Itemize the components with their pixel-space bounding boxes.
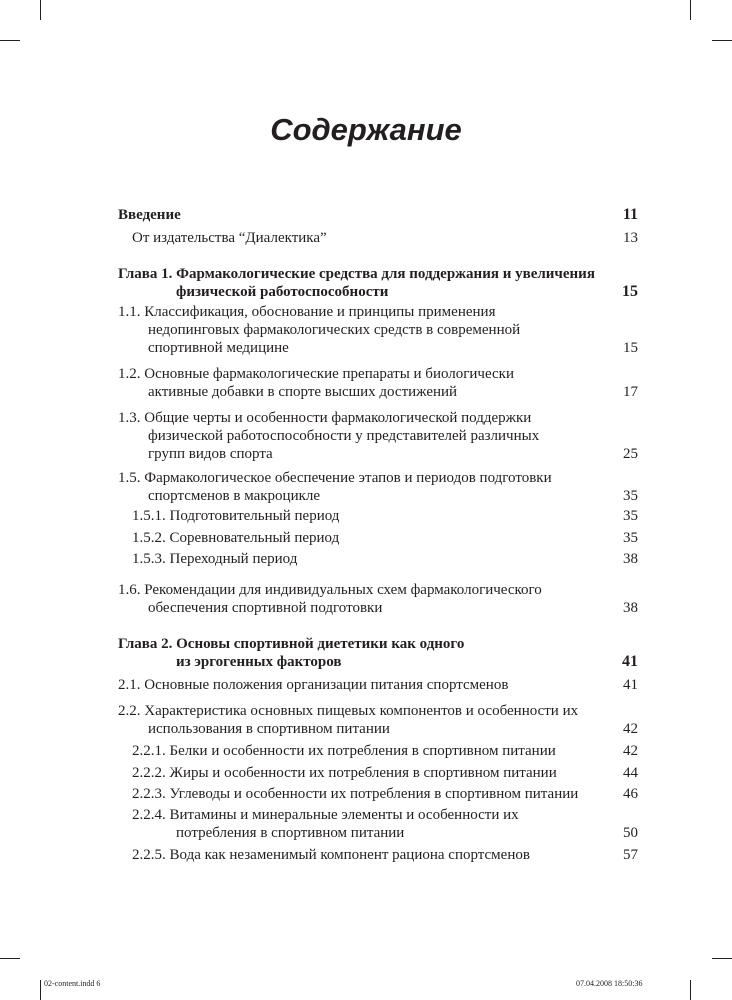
- toc-page-number: 35: [623, 530, 638, 546]
- toc-entry: [118, 702, 638, 738]
- toc-entry-text: 1.3. Общие черты и особенности фармакологической поддержки: [118, 410, 532, 426]
- toc-entry: [118, 229, 638, 247]
- crop-mark-right-top: [712, 40, 732, 41]
- toc-entry: [118, 507, 638, 525]
- toc-entry-text: Глава 1. Фармакологические средства для поддержания и увеличения: [118, 266, 595, 282]
- toc-page-number: 50: [623, 825, 638, 841]
- toc-entry-text: 2.2.4. Витамины и минеральные элементы и особенности их: [132, 807, 519, 823]
- toc-entry-text: 1.5.2. Соревновательный период: [132, 530, 340, 546]
- toc-entry-text: 1.2. Основные фармакологические препараты и биологически: [118, 366, 514, 382]
- toc-entry: [118, 806, 638, 842]
- toc-entry-text: групп видов спорта: [148, 446, 273, 462]
- toc-entry-text: Введение: [118, 207, 181, 223]
- toc-page-number: 15: [623, 340, 638, 356]
- toc-entry-text: использования в спортивном питании: [148, 721, 390, 737]
- toc-entry: [118, 785, 638, 803]
- toc-entry: [118, 409, 638, 463]
- toc-page-number: 41: [622, 653, 638, 670]
- page-title: Содержание: [270, 112, 462, 147]
- toc-entry-text: обеспечения спортивной подготовки: [148, 600, 383, 616]
- toc-entry-text: из эргогенных факторов: [176, 654, 342, 670]
- toc-page-number: 17: [623, 384, 638, 400]
- toc-entry-text: 2.1. Основные положения организации питания спортсменов: [118, 677, 509, 693]
- toc-entry: [118, 742, 638, 760]
- toc-entry-text: 1.6. Рекомендации для индивидуальных схем фармакологического: [118, 582, 542, 598]
- toc-page-number: 11: [622, 206, 638, 223]
- footer-timestamp: 07.04.2008 18:50:36: [576, 979, 643, 988]
- toc-entry-text: Глава 2. Основы спортивной диететики как одного: [118, 636, 465, 652]
- toc-entry: [118, 635, 638, 671]
- toc-entry-text: 2.2.2. Жиры и особенности их потребления в спортивном питании: [132, 765, 557, 781]
- toc-entry-text: 1.1. Классификация, обоснование и принципы применения: [118, 304, 496, 320]
- toc-entry: [118, 303, 638, 357]
- toc-page-number: 15: [622, 283, 638, 300]
- toc-entry-text: 2.2.5. Вода как незаменимый компонент рациона спортсменов: [132, 847, 530, 863]
- toc-page-number: 46: [623, 786, 638, 802]
- crop-mark-right-bottom: [712, 958, 732, 959]
- toc-entry-text: 2.2.3. Углеводы и особенности их потребления в спортивном питании: [132, 786, 579, 802]
- toc-entry: [118, 764, 638, 782]
- toc-entry-text: 2.2.1. Белки и особенности их потребления в спортивном питании: [132, 743, 556, 759]
- toc-entry: [118, 550, 638, 568]
- crop-mark-bottom-left: [40, 980, 41, 1000]
- toc-page-number: 57: [623, 847, 638, 863]
- crop-mark-top-right: [690, 0, 691, 20]
- toc-entry-text: физической работоспособности у представителей различных: [148, 428, 540, 444]
- toc-page-number: 41: [623, 677, 638, 693]
- toc-entry: [118, 846, 638, 864]
- toc-page-number: 35: [623, 508, 638, 524]
- toc-entry-text: потребления в спортивном питании: [176, 825, 405, 841]
- toc-page-number: 38: [623, 600, 638, 616]
- toc-page-number: 38: [623, 551, 638, 567]
- toc-entry-text: 1.5.1. Подготовительный период: [132, 508, 340, 524]
- toc-page-number: 42: [623, 743, 638, 759]
- toc-entry-text: 1.5. Фармакологическое обеспечение этапов и периодов подготовки: [118, 470, 552, 486]
- toc-entry-text: 2.2. Характеристика основных пищевых компонентов и особенности их: [118, 703, 579, 719]
- toc-entry: [118, 676, 638, 694]
- toc-entry: [118, 529, 638, 547]
- crop-mark-left-top: [0, 40, 20, 41]
- toc-entry-text: активные добавки в спорте высших достижений: [148, 384, 458, 400]
- toc-page-number: 13: [623, 230, 638, 246]
- toc-entry: [118, 365, 638, 401]
- toc-entry-text: спортсменов в макроцикле: [148, 488, 321, 504]
- crop-mark-left-bottom: [0, 958, 20, 959]
- toc-entry-text: физической работоспособности: [176, 284, 389, 300]
- toc-entry: [118, 581, 638, 617]
- toc-entry: [118, 469, 638, 505]
- footer-file-label: 02-content.indd 6: [44, 979, 101, 988]
- crop-mark-bottom-right: [690, 980, 691, 1000]
- toc-page-number: 42: [623, 721, 638, 737]
- toc-page-number: 44: [623, 765, 638, 781]
- toc-entry-text: спортивной медицине: [148, 340, 289, 356]
- toc-entry-text: недопинговых фармакологических средств в современной: [148, 322, 521, 338]
- toc-page-number: 35: [623, 488, 638, 504]
- crop-mark-top-left: [40, 0, 41, 20]
- toc-entry: [118, 265, 638, 301]
- toc-entry: [118, 206, 638, 224]
- toc-page-number: 25: [623, 446, 638, 462]
- toc-entry-text: 1.5.3. Переходный период: [132, 551, 298, 567]
- toc-entry-text: От издательства “Диалектика”: [132, 230, 327, 246]
